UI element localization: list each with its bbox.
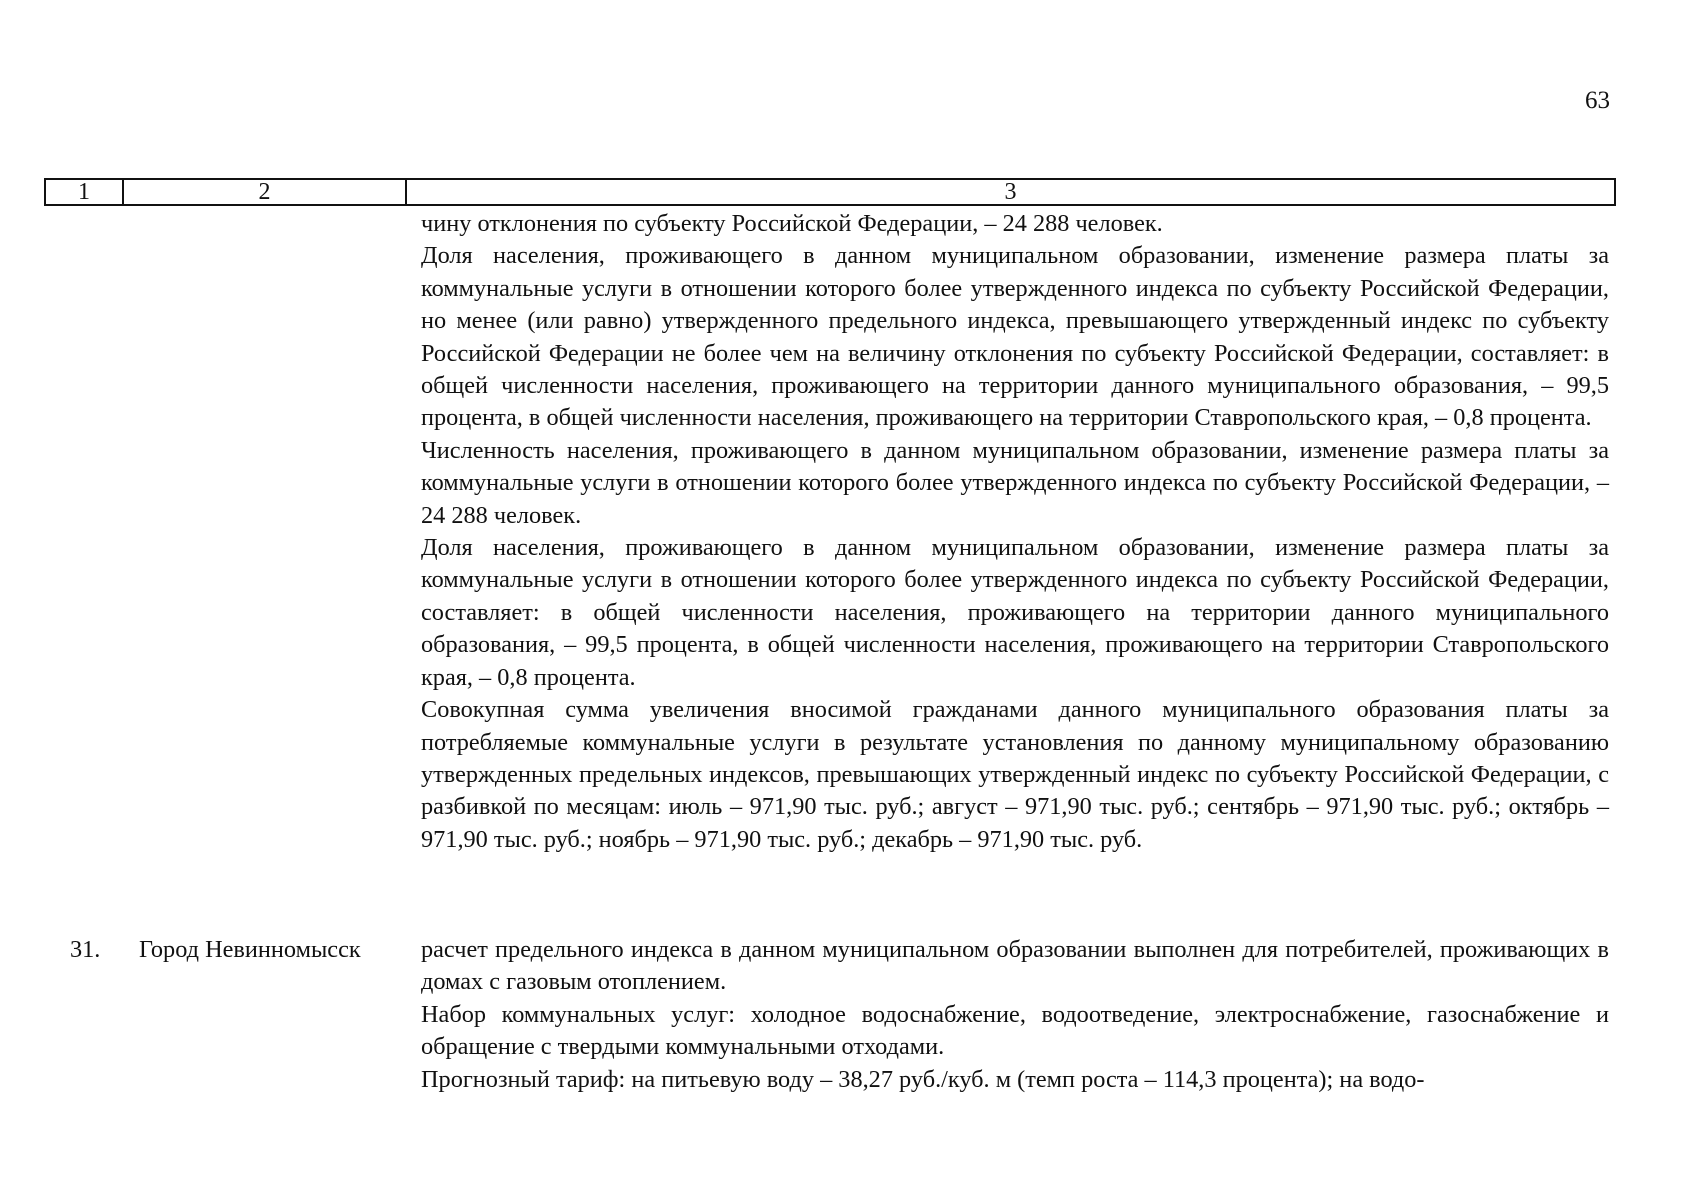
row-number: 31. [70,936,101,963]
paragraph: Доля населения, проживающего в данном муниципальном образовании, изменение размера платы за коммунальные услуги в отношении которого более утвержденного индекса по субъекту Российской Федерации, но менее (или равно) утвержденного предельного индекса, превышающего утвержденный индекс по субъекту Российской Федерации не более чем на величину отклонения по субъекту Российской Федерации, составляет: в общей численности населения, проживающего на территории данного муниципального образования, – 99,5 процента, в общей численности населения, проживающего на территории Ставропольского края, – 0,8 процента. [421,242,1609,432]
column-number-3: 3 [1004,179,1017,205]
page-number: 63 [1585,87,1610,114]
paragraph: Совокупная сумма увеличения вносимой гражданами данного муниципального образования платы за потребляемые коммунальные услуги в результате установления по данному муниципальному образованию утвержденных предельных индексов, превышающих утвержденный индекс по субъекту Российской Федерации, с разбивкой по месяцам: июль – 971,90 тыс. руб.; август – 971,90 тыс. руб.; сентябрь – 971,90 тыс. руб.; октябрь – 971,90 тыс. руб.; ноябрь – 971,90 тыс. руб.; декабрь – 971,90 тыс. руб. [421,696,1609,853]
paragraph: расчет предельного индекса в данном муниципальном образовании выполнен для потребителей, проживающих в домах с газовым отоплением. [421,936,1609,996]
paragraph: Набор коммунальных услуг: холодное водоснабжение, водоотведение, электроснабжение, газоснабжение и обращение с твердыми коммунальными отходами. [421,1000,1609,1061]
paragraph: Доля населения, проживающего в данном муниципальном образовании, изменение размера платы за коммунальные услуги в отношении которого более утвержденного индекса по субъекту Российской Федерации, составляет: в общей численности населения, проживающего на территории данного муниципального образования, – 99,5 процента, в общей численности населения, проживающего на территории Ставропольского края, – 0,8 процента. [421,534,1609,691]
column-number-1: 1 [46,180,124,204]
column-number-2: 2 [124,180,407,204]
paragraph: чину отклонения по субъекту Российской Федерации, – 24 288 человек. [421,210,1163,237]
paragraph: Прогнозный тариф: на питьевую воду – 38,27 руб./куб. м (темп роста – 114,3 процента); на водо- [421,1065,1425,1093]
paragraph: Численность населения, проживающего в данном муниципальном образовании, изменение размера платы за коммунальные услуги в отношении которого более утвержденного индекса по субъекту Российской Федерации, – 24 288 человек. [421,436,1609,529]
row-text [421,934,1609,1096]
table-column-header [44,178,1616,206]
continued-row-text [421,208,1609,856]
municipality-name: Город Невинномысск [139,936,361,963]
